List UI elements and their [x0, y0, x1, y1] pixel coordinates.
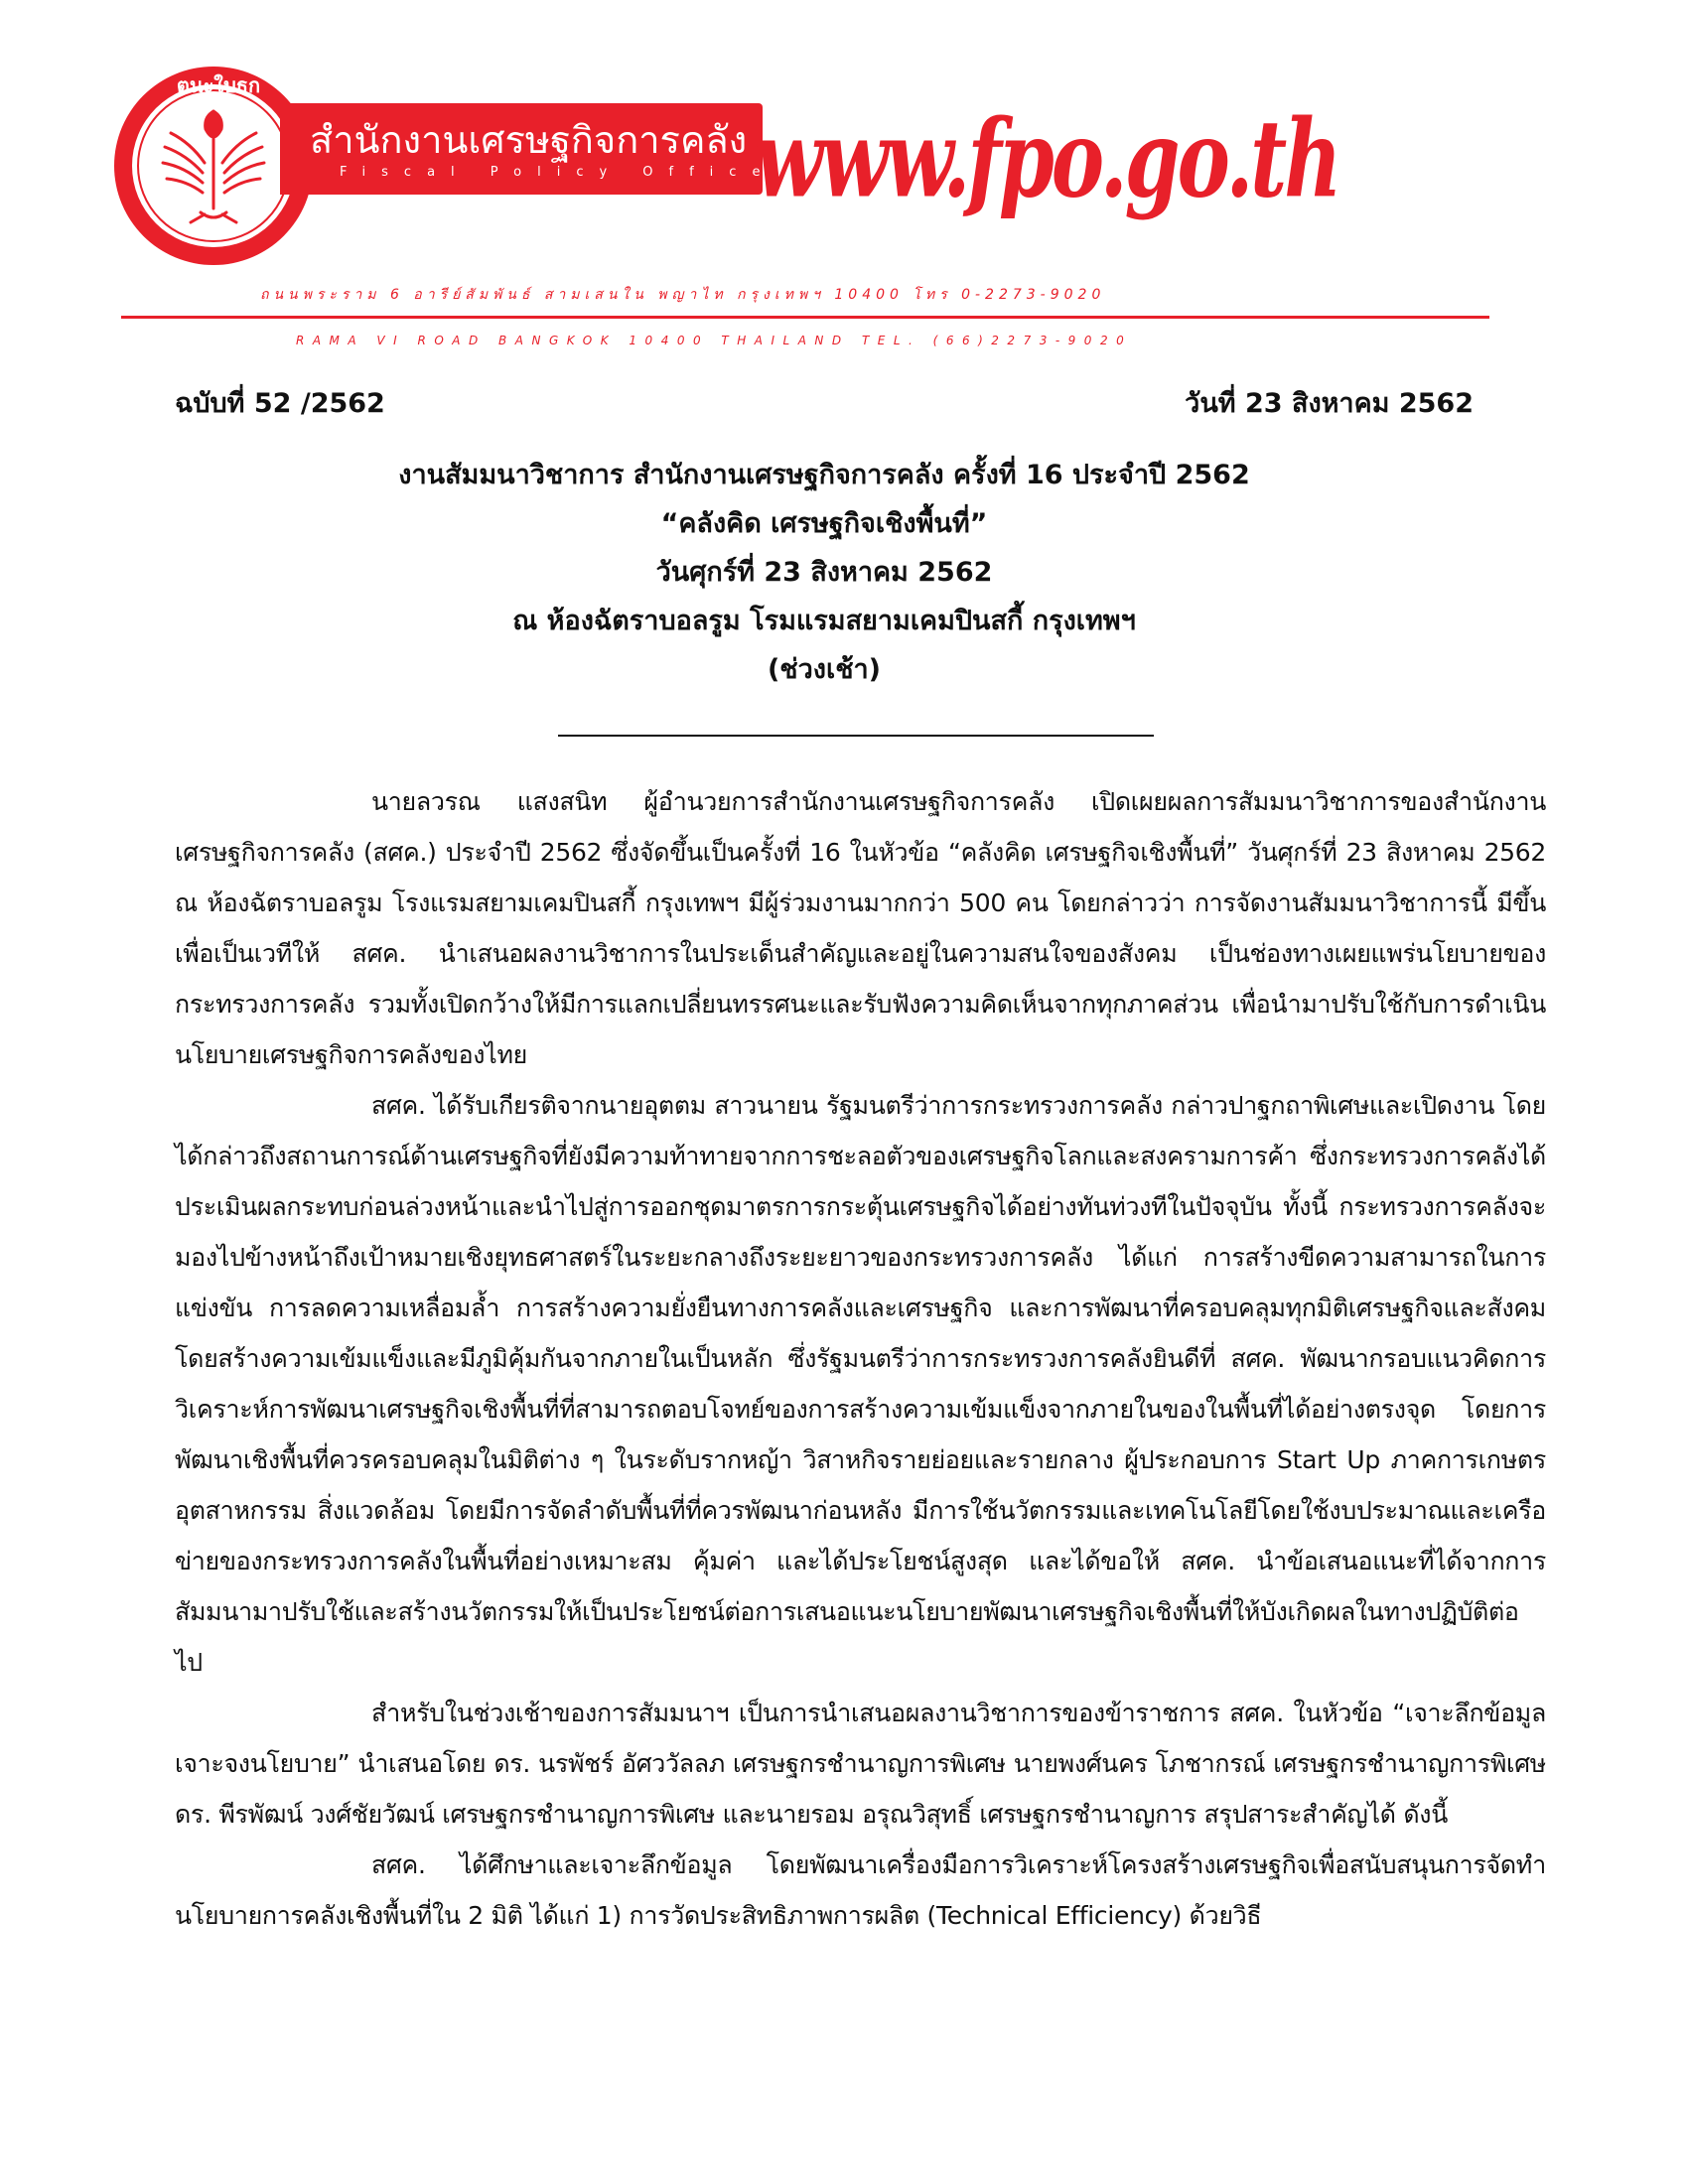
title-line: (ช่วงเช้า)	[767, 654, 882, 685]
paragraph: สศค. ได้ศึกษาและเจาะลึกข้อมูล โดยพัฒนาเครื่องมือการวิเคราะห์โครงสร้างเศรษฐกิจเพื่อสนับสนุนการจัดทำนโยบายการคลังเชิงพื้นที่ใน 2 มิติ ได้แก่ 1) การวัดประสิทธิภาพการผลิต (Technical Efficiency) ด้วยวิธี	[175, 1850, 1546, 1930]
issue-date: วันที่ 23 สิงหาคม 2562	[1185, 388, 1474, 419]
title-line: ณ ห้องฉัตราบอลรูม โรมแรมสยามเคมปินสกี้ กรุงเทพฯ	[512, 606, 1136, 636]
org-name-thai: สำนักงานเศรษฐกิจการคลัง	[310, 118, 748, 162]
logo-caption: ตนะใบธก	[176, 73, 261, 97]
website-url[interactable]: www.fpo.go.th	[755, 95, 1339, 221]
issue-number: ฉบับที่ 52 /2562	[175, 388, 385, 419]
org-name-eng: Fiscal Policy Office	[340, 165, 776, 180]
letterhead-divider	[121, 316, 1489, 319]
address-thai: ถนนพระราม 6 อารีย์สัมพันธ์ สามเสนใน พญาไท กรุงเทพฯ 10400 โทร 0-2273-9020	[260, 287, 1106, 303]
title-divider	[558, 735, 1154, 737]
paragraph: สศค. ได้รับเกียรติจากนายอุตตม สาวนายน รัฐมนตรีว่าการกระทรวงการคลัง กล่าวปาฐกถาพิเศษและเปิดงาน โดยได้กล่าวถึงสถานการณ์ด้านเศรษฐกิจที่ยังมีความท้าทายจากการชะลอตัวของเศรษฐกิจโลกและสงครามการค้า ซึ่งกระทรวงการคลังได้ประเมินผลกระทบก่อนล่วงหน้าและนำไปสู่การออกชุดมาตรการกระตุ้นเศรษฐกิจได้อย่างทันท่วงทีในปัจจุบัน ทั้งนี้ กระทรวงการคลังจะมองไปข้างหน้าถึงเป้าหมายเชิงยุทธศาสตร์ในระยะกลางถึงระยะยาวของกระทรวงการคลัง ได้แก่ การสร้างขีดความสามารถในการแข่งขัน การลดความเหลื่อมล้ำ การสร้างความยั่งยืนทางการคลังและเศรษฐกิจ และการพัฒนาที่ครอบคลุมทุกมิติเศรษฐกิจและสังคม โดยสร้างความเข้มแข็งและมีภูมิคุ้มกันจากภายในเป็นหลัก ซึ่งรัฐมนตรีว่าการกระทรวงการคลังยินดีที่ สศค. พัฒนากรอบแนวคิดการวิเคราะห์การพัฒนาเศรษฐกิจเชิงพื้นที่ที่สามารถตอบโจทย์ของการสร้างความเข้มแข็งจากภายในของในพื้นที่ได้อย่างตรงจุด โดยการพัฒนาเชิงพื้นที่ควรครอบคลุมในมิติต่าง ๆ ในระดับรากหญ้า วิสาหกิจรายย่อยและรายกลาง ผู้ประกอบการ Start Up ภาคการเกษตร อุตสาหกรรม สิ่งแวดล้อม โดยมีการจัดลำดับพื้นที่ที่ควรพัฒนาก่อนหลัง มีการใช้นวัตกรรมและเทคโนโลยีโดยใช้งบประมาณและเครือข่ายของกระทรวงการคลังในพื้นที่อย่างเหมาะสม คุ้มค่า และได้ประโยชน์สูงสุด และได้ขอให้ สศค. นำข้อเสนอแนะที่ได้จากการสัมมนามาปรับใช้และสร้างนวัตกรรมให้เป็นประโยชน์ต่อการเสนอแนะนโยบายพัฒนาเศรษฐกิจเชิงพื้นที่ให้บังเกิดผลในทางปฏิบัติต่อไป	[175, 1091, 1546, 1677]
title-line: งานสัมมนาวิชาการ สำนักงานเศรษฐกิจการคลัง ครั้งที่ 16 ประจำปี 2562	[398, 460, 1250, 490]
title-line: วันศุกร์ที่ 23 สิงหาคม 2562	[655, 557, 993, 588]
paragraph: สำหรับในช่วงเช้าของการสัมมนาฯ เป็นการนำเสนอผลงานวิชาการของข้าราชการ สศค. ในหัวข้อ “เจาะลึกข้อมูล เจาะจงนโยบาย” นำเสนอโดย ดร. นรพัชร์ อัศววัลลภ เศรษฐกรชำนาญการพิเศษ นายพงศ์นคร โภชากรณ์ เศรษฐกรชำนาญการพิเศษ ดร. พีรพัฒน์ วงศ์ชัยวัฒน์ เศรษฐกรชำนาญการพิเศษ และนายรอม อรุณวิสุทธิ์ เศรษฐกรชำนาญการ สรุปสาระสำคัญได้ ดังนี้	[175, 1699, 1546, 1829]
title-block	[175, 451, 1474, 694]
title-line: “คลังคิด เศรษฐกิจเชิงพื้นที่”	[660, 508, 988, 539]
org-banner	[280, 103, 776, 195]
body-text	[175, 776, 1546, 1941]
paragraph: นายลวรณ แสงสนิท ผู้อำนวยการสำนักงานเศรษฐกิจการคลัง เปิดเผยผลการสัมมนาวิชาการของสำนักงานเศรษฐกิจการคลัง (สศค.) ประจำปี 2562 ซึ่งจัดขึ้นเป็นครั้งที่ 16 ในหัวข้อ “คลังคิด เศรษฐกิจเชิงพื้นที่” วันศุกร์ที่ 23 สิงหาคม 2562 ณ ห้องฉัตราบอลรูม โรงแรมสยามเคมปินสกี้ กรุงเทพฯ มีผู้ร่วมงานมากกว่า 500 คน โดยกล่าวว่า การจัดงานสัมมนาวิชาการนี้ มีขึ้นเพื่อเป็นเวทีให้ สศค. นำเสนอผลงานวิชาการในประเด็นสำคัญและอยู่ในความสนใจของสังคม เป็นช่องทางเผยแพร่นโยบายของกระทรวงการคลัง รวมทั้งเปิดกว้างให้มีการแลกเปลี่ยนทรรศนะและรับฟังความคิดเห็นจากทุกภาคส่วน เพื่อนำมาปรับใช้กับการดำเนินนโยบายเศรษฐกิจการคลังของไทย	[175, 787, 1546, 1069]
address-eng: RAMA VI ROAD BANGKOK 10400 THAILAND TEL. (66)2273-9020	[296, 334, 1133, 347]
